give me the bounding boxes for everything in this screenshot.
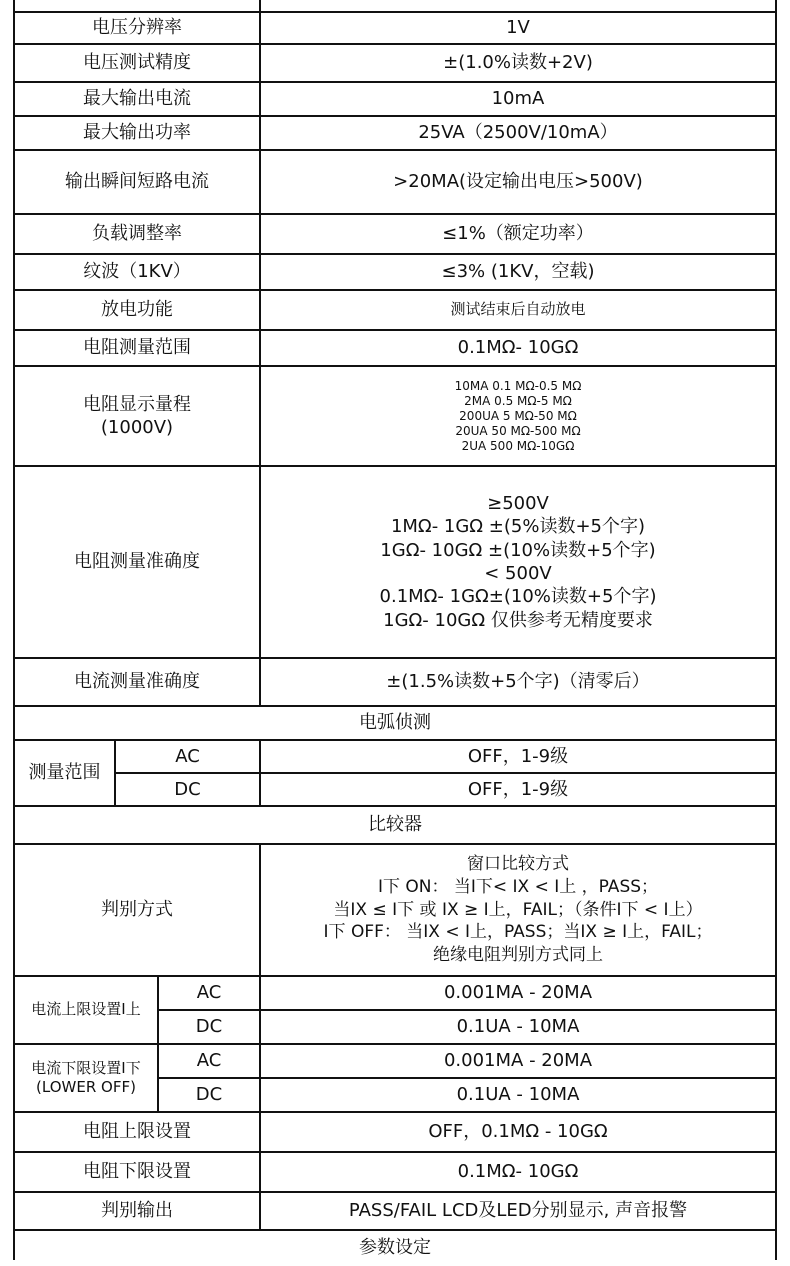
current-upper-ac-label: AC [196,982,222,1004]
row-label: 最大输出功率 [83,122,191,144]
resistance-lower-value: 0.1MΩ- 10GΩ [457,1161,579,1183]
row-label: 电阻显示量程 (1000V) [83,393,191,438]
row-value: ±(1.0%读数+2V) [443,52,593,74]
arc-dc-value: OFF，1-9级 [467,778,569,800]
arc-ac-value: OFF，1-9级 [467,745,569,767]
row-label: 放电功能 [101,299,173,321]
row-value: ≥500V 1MΩ- 1GΩ ±(5%读数+5个字) 1GΩ- 10GΩ ±(10%读数+5个字) < 500V 0.1MΩ- 1GΩ±(10%读数+5个字) 1GΩ- 10GΩ 仅供参考无精度要求 [379,492,657,631]
current-upper-label: 电流上限设置I上 [31,1000,141,1019]
resistance-upper-label: 电阻上限设置 [83,1121,191,1143]
row-value: ≤1%（额定功率） [442,223,594,245]
row-value: 10MA 0.1 MΩ-0.5 MΩ 2MA 0.5 MΩ-5 MΩ 200UA 5 MΩ-50 MΩ 20UA 50 MΩ-500 MΩ 2UA 500 MΩ-10GΩ [454,378,582,453]
row-label: 纹波（1KV） [83,261,191,283]
current-upper-ac-value: 0.001MA - 20MA [443,982,593,1004]
row-label: 输出瞬间短路电流 [65,171,209,193]
row-value: 25VA（2500V/10mA） [418,122,618,144]
resistance-upper-value: OFF，0.1MΩ - 10GΩ [428,1121,608,1143]
row-value: ±(1.5%读数+5个字)（清零后） [386,671,650,693]
row-label: 最大输出电流 [83,88,191,110]
current-lower-label: 电流下限设置I下 (LOWER OFF) [31,1058,141,1096]
resistance-lower-label: 电阻下限设置 [83,1161,191,1183]
row-label: 电压分辨率 [92,17,182,39]
arc-range-label: 测量范围 [28,762,101,784]
section-header-comparator: 比较器 [368,814,422,836]
current-lower-ac-label: AC [196,1050,222,1072]
row-label: 电阻测量准确度 [74,551,200,573]
row-value: 10mA [491,88,545,110]
judge-output-label: 判别输出 [101,1200,173,1222]
judge-value: 窗口比较方式 I下 ON： 当I下< IX < I上 ，PASS； 当IX ≤ I下 或 IX ≥ I上，FAIL；（条件I下 < I上） I下 OFF： 当IX < I上，PASS；当IX ≥ I上，FAIL； 绝缘电阻判别方式同上 [323,853,713,966]
current-lower-dc-label: DC [195,1084,223,1106]
current-lower-dc-value: 0.1UA - 10MA [456,1084,580,1106]
current-upper-dc-label: DC [195,1016,223,1038]
row-value: >20MA(设定输出电压>500V) [393,171,643,193]
section-header-arc: 电弧侦测 [359,712,431,734]
judge-label: 判别方式 [101,899,173,921]
current-lower-ac-value: 0.001MA - 20MA [443,1050,593,1072]
row-value: 1V [506,17,530,39]
row-label: 负载调整率 [92,223,182,245]
row-value: ≤3% (1KV，空载) [441,261,595,283]
row-label: 电流测量准确度 [74,671,200,693]
current-upper-dc-value: 0.1UA - 10MA [456,1016,580,1038]
row-value: 0.1MΩ- 10GΩ [457,337,579,359]
row-label: 电压测试精度 [83,52,191,74]
row-value: 测试结束后自动放电 [450,300,586,319]
arc-ac-label: AC [175,745,200,767]
row-label: 电阻测量范围 [83,337,191,359]
judge-output-value: PASS/FAIL LCD及LED分别显示, 声音报警 [348,1200,688,1222]
section-header-params: 参数设定 [359,1237,431,1259]
arc-dc-label: DC [174,778,201,800]
